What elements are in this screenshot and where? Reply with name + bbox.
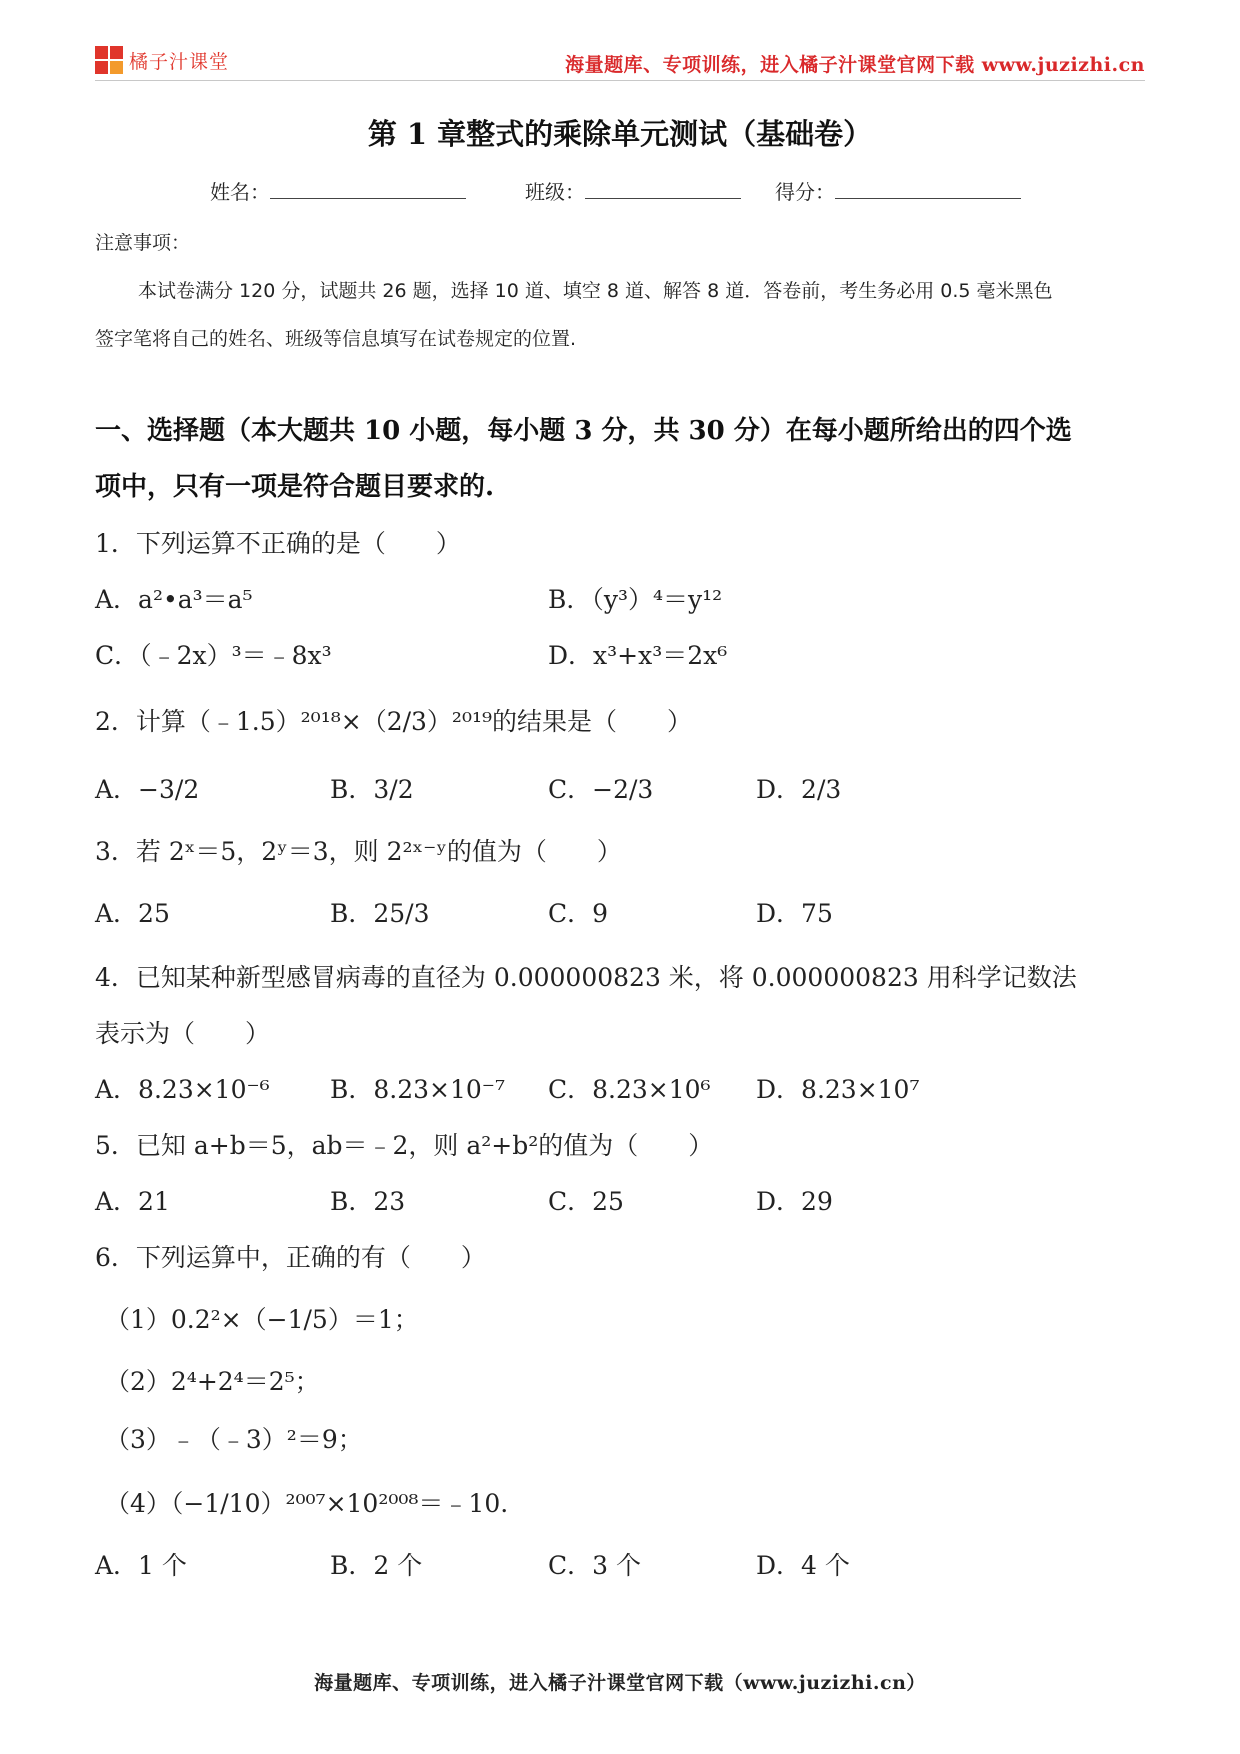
- name-field: [210, 176, 466, 205]
- q4-option-a[interactable]: A．8.23×10⁻⁶: [95, 1075, 270, 1104]
- q2-option-b[interactable]: B．3/2: [330, 775, 414, 804]
- question-4-stem-1: 4．已知某种新型感冒病毒的直径为 0.000000823 米，将 0.000000823 用科学记数法: [95, 963, 1077, 992]
- section-heading-2: 项中，只有一项是符合题目要求的.: [95, 472, 495, 502]
- notice-text-1: 本试卷满分 120 分，试题共 26 题，选择 10 道、填空 8 道、解答 8 道．答卷前，考生务必用 0.5 毫米黑色: [138, 280, 1053, 302]
- name-label: 姓名：: [210, 180, 270, 204]
- notice-text-2: 签字笔将自己的姓名、班级等信息填写在试卷规定的位置.: [95, 328, 577, 350]
- q1-option-b[interactable]: B．（y³）⁴＝y¹²: [548, 585, 723, 614]
- q3-option-a[interactable]: A．25: [95, 899, 170, 928]
- q5-option-b[interactable]: B．23: [330, 1187, 406, 1216]
- q6-option-b[interactable]: B．2 个: [330, 1551, 423, 1580]
- q2-option-d[interactable]: D．2/3: [756, 775, 842, 804]
- q4-option-d[interactable]: D．8.23×10⁷: [756, 1075, 920, 1104]
- q6-option-c[interactable]: C．3 个: [548, 1551, 641, 1580]
- name-blank[interactable]: [270, 178, 466, 199]
- q6-statement-3: （3）﹣（﹣3）²＝9；: [105, 1425, 363, 1454]
- score-label: 得分：: [775, 180, 835, 204]
- question-1-stem: 1．下列运算不正确的是（ ）: [95, 529, 461, 558]
- q5-option-d[interactable]: D．29: [756, 1187, 833, 1216]
- q3-option-d[interactable]: D．75: [756, 899, 833, 928]
- q3-option-b[interactable]: B．25/3: [330, 899, 430, 928]
- q4-option-b[interactable]: B．8.23×10⁻⁷: [330, 1075, 506, 1104]
- logo-text: 橘子汁课堂: [129, 50, 230, 73]
- q1-option-d[interactable]: D．x³+x³＝2x⁶: [548, 641, 728, 670]
- q4-option-c[interactable]: C．8.23×10⁶: [548, 1075, 711, 1104]
- class-blank[interactable]: [585, 178, 741, 199]
- score-blank[interactable]: [835, 178, 1021, 199]
- page-title: 第 1 章整式的乘除单元测试（基础卷）: [367, 117, 873, 151]
- q2-option-a[interactable]: A．−3/2: [95, 775, 200, 804]
- page-header: [95, 40, 1145, 81]
- question-6-stem: 6．下列运算中，正确的有（ ）: [95, 1243, 486, 1272]
- class-field: [525, 176, 741, 205]
- question-3-stem: 3．若 2ˣ＝5，2ʸ＝3，则 2²ˣ⁻ʸ的值为（ ）: [95, 837, 622, 866]
- logo: [95, 44, 229, 76]
- q1-option-a[interactable]: A．a²•a³＝a⁵: [95, 585, 253, 614]
- question-5-stem: 5．已知 a+b＝5，ab＝﹣2，则 a²+b²的值为（ ）: [95, 1131, 714, 1160]
- notice-title: 注意事项：: [95, 232, 191, 254]
- section-heading-1: 一、选择题（本大题共 10 小题，每小题 3 分，共 30 分）在每小题所给出的四个选: [95, 416, 1072, 446]
- class-label: 班级：: [525, 180, 585, 204]
- question-4-stem-2: 表示为（ ）: [95, 1019, 271, 1048]
- q1-option-c[interactable]: C．（﹣2x）³＝﹣8x³: [95, 641, 332, 670]
- q6-statement-2: （2）2⁴+2⁴＝2⁵；: [105, 1367, 320, 1396]
- q2-option-c[interactable]: C．−2/3: [548, 775, 654, 804]
- q5-option-a[interactable]: A．21: [95, 1187, 170, 1216]
- question-2-stem: 2．计算（﹣1.5）²⁰¹⁸×（2/3）²⁰¹⁹的结果是（ ）: [95, 707, 693, 736]
- q6-option-d[interactable]: D．4 个: [756, 1551, 850, 1580]
- header-slogan: 海量题库、专项训练，进入橘子汁课堂官网下载 www.juzizhi.cn: [565, 54, 1145, 76]
- q6-statement-4: （4）（−1/10）²⁰⁰⁷×10²⁰⁰⁸＝﹣10.: [105, 1489, 509, 1518]
- q5-option-c[interactable]: C．25: [548, 1187, 624, 1216]
- logo-icon: [95, 46, 125, 74]
- page-footer: 海量题库、专项训练，进入橘子汁课堂官网下载（www.juzizhi.cn）: [314, 1672, 926, 1694]
- q3-option-c[interactable]: C．9: [548, 899, 609, 928]
- score-field: [775, 176, 1021, 205]
- q6-option-a[interactable]: A．1 个: [95, 1551, 187, 1580]
- q6-statement-1: （1）0.2²×（−1/5）＝1；: [105, 1305, 419, 1334]
